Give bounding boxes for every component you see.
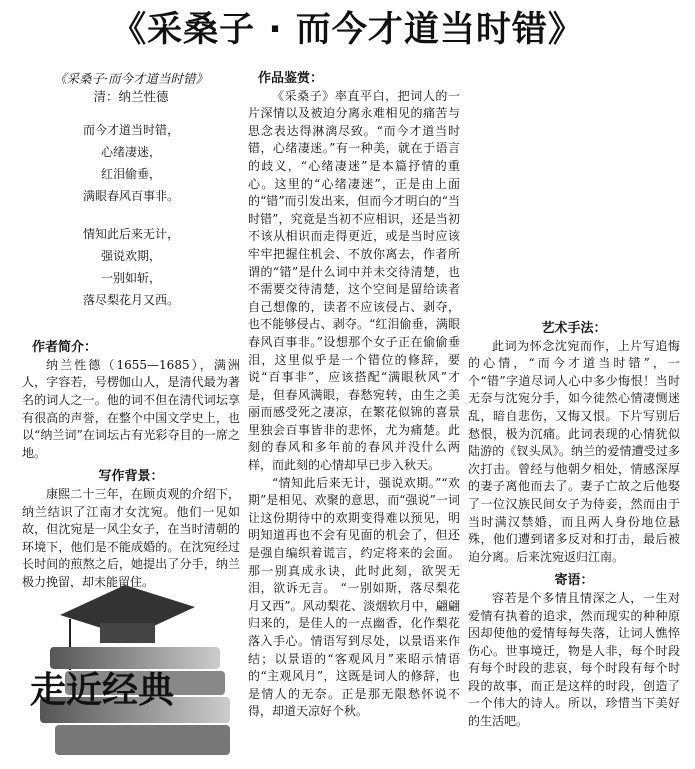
technique-text: 此词为怀念沈宛而作，上片写追悔的心情，“而今才道当时错”，一个“错”字道尽词人心中多少悔恨！当时无奈与沈宛分手，如今徒然心情凄恻迷乱，暗自悲伤，又悔又恨。下片写别后愁恨，极为沉痛。此词表现的心情犹似陆游的《钗头凤》。纳兰的爱情遭受过多次打击。曾经与他朝夕相处，情感深厚的妻子离他而去了。妻子亡故之后他娶了一位汉族民间女子为侍妾，然而由于当时满汉禁婚，而且两人身份地位悬殊，他们遭到诸多反对和打击，最后被迫分离。后来沈宛返归江南。	[468, 338, 680, 564]
author-intro-heading: 作者简介：	[32, 340, 98, 356]
poem-line: 一别如斩，	[100, 271, 161, 286]
appreciation-heading: 作品鉴赏：	[258, 71, 324, 86]
poem-line: 满眼春风百事非。	[82, 189, 179, 204]
poem-line: 情知此后来无计，	[82, 227, 179, 242]
background-heading: 写作背景：	[98, 469, 164, 485]
middle-column	[248, 70, 460, 721]
left-column	[22, 70, 240, 592]
page-title: 《采桑子 · 而今才道当时错》	[111, 10, 584, 50]
appreciation-paragraph-1: 《采桑子》率直平白，把词人的一片深情以及被迫分离永难相见的痛苦与思念表达得淋漓尽致。“而今才道当时错，心绪凄迷。”有一种美，就在于语言的歧义，“心绪凄迷”是本篇抒情的重心。这里的“心绪凄迷”，正是由上面的“错”而引发出来，但而今才明白的“当时错”，究竟是当初不应相识，还是当初不该从相识而走得更近，或是当时应该牢牢把握住机会、不放你离去，作者所谓的“错”是什么词中并未交待清楚，也不需要交待清楚，这个空间是留给读者自己想像的，读者不应该侵占、剥夺，也不能够侵占、剥夺。“红泪偷垂，满眼春风百事非。”设想那个女子正在偷偷垂泪，这里似乎是一个错位的修辞，要说“百事非”，应该搭配“满眼秋风”才是，但春风满眼，春愁宛转，由生之美丽而感受死之凄凉，在繁花似锦的喜景里独会百事皆非的悲怀，尤为痛楚。此刻的春风和多年前的春风并没什么两样，而此刻的心情却早已步入秋天。	[248, 88, 460, 473]
poem-line: 心绪凄迷，	[100, 145, 161, 160]
right-column	[468, 70, 680, 731]
poem-line: 落尽梨花月又西。	[82, 293, 179, 308]
message-text: 容若是个多情且情深之人，一生对爱情有执着的追求，然而现实的种种原因却使他的爱情每每失落，让词人憔悴伤心。世事境迁，物是人非，每个时段有每个时段的悲哀，每个时段有每个时段的故事，而正是这样的时段，创造了一个伟大的诗人。所以，珍惜当下美好的生活吧。	[468, 590, 680, 729]
poem-line: 红泪偷垂，	[100, 167, 161, 182]
background-text: 康熙二十三年，在顾贞观的介绍下，纳兰结识了江南才女沈宛。他们一见如故，但沈宛是一风尘女子，在当时清朝的环境下，他们是不能成婚的。在沈宛经过长时间的煎熬之后，她提出了分手，纳兰极力挽留，却未能留住。	[22, 486, 240, 589]
poem-title: 《采桑子·而今才道当时错》	[54, 71, 208, 86]
poem-author: 清：纳兰性德	[93, 88, 169, 104]
decoration-text: 走近经典	[30, 670, 175, 711]
poem-line: 而今才道当时错，	[82, 123, 179, 138]
poem-line: 强说欢期，	[100, 249, 161, 264]
message-heading: 寄语：	[554, 573, 594, 589]
author-intro-text: 纳兰性德（1655—1685），满洲人，字容若，号楞伽山人，是清代最为著名的词人之一。他的词不但在清代词坛享有很高的声誉，在整个中国文学史上，也以“纳兰词”在词坛占有光彩夺目的一席之地。	[22, 357, 240, 460]
technique-heading: 艺术手法：	[541, 321, 607, 336]
appreciation-paragraph-2: “情知此后来无计，强说欢期。”“欢期”是相见、欢聚的意思，而“强说”一词让这份期待中的欢期变得难以预见，明明知道再也不会有见面的机会了，但还是强自编织着谎言，约定将来的会面。那一别真成永诀，此时此刻，欲哭无泪，欲诉无言。 “一别如斯，落尽梨花月又西”。风动梨花、淡烟软月中，翩翩归来的，是佳人的一点幽香，化作梨花落入手心。情语写到尽处，以景语来作结；以景语的“客观风月”来昭示情语的“主观风月”，这既是词人的修辞，也是情人的无奈。正是那无限愁怀说不得，却道天凉好个秋。	[248, 475, 460, 719]
